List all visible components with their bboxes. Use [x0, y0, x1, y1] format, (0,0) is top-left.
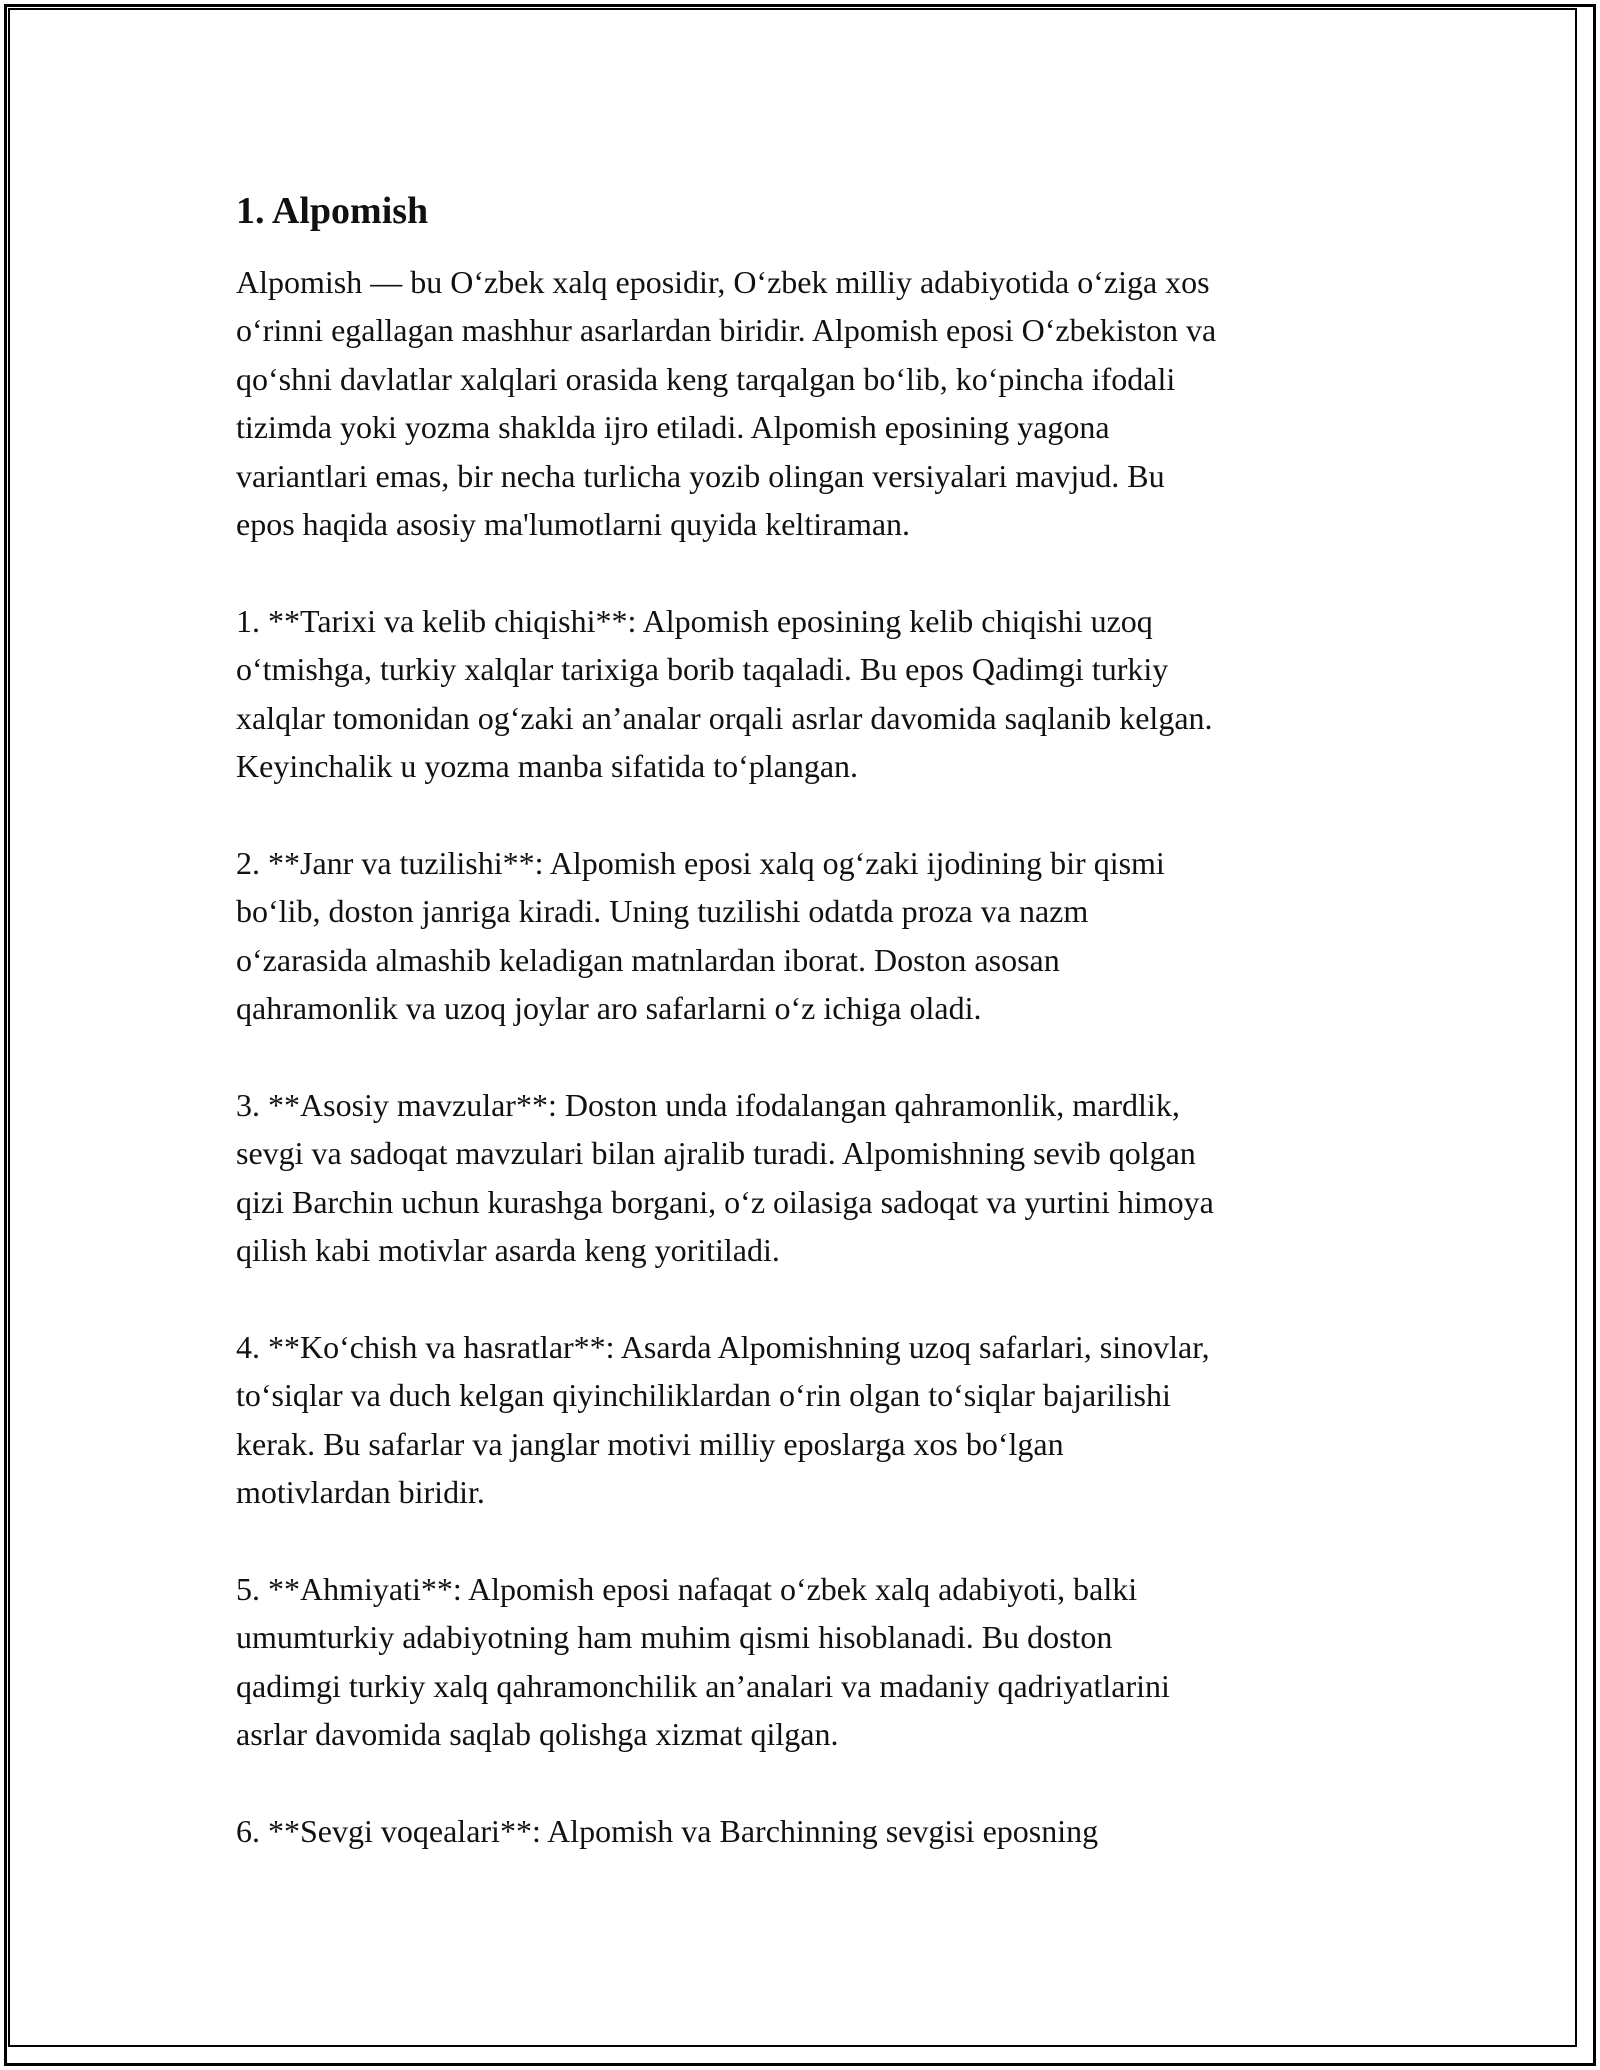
text-line: oʻtmishga, turkiy xalqlar tarixiga borib taqaladi. Bu epos Qadimgi turkiy: [236, 651, 1169, 688]
significance-paragraph: [236, 1565, 1376, 1759]
text-line: qadimgi turkiy xalq qahramonchilik an’analari va madaniy qadriyatlarini: [236, 1667, 1170, 1704]
text-line: xalqlar tomonidan ogʻzaki an’analar orqali asrlar davomida saqlanib kelgan.: [236, 699, 1213, 736]
text-line: 1. **Tarixi va kelib chiqishi**: Alpomish eposining kelib chiqishi uzoq: [236, 602, 1153, 639]
text-line: toʻsiqlar va duch kelgan qiyinchiliklardan oʻrin olgan toʻsiqlar bajarilishi: [236, 1377, 1171, 1414]
text-line: 3. **Asosiy mavzular**: Doston unda ifodalangan qahramonlik, mardlik,: [236, 1086, 1180, 1123]
text-line: qoʻshni davlatlar xalqlari orasida keng tarqalgan boʻlib, koʻpincha ifodali: [236, 360, 1176, 397]
text-line: qahramonlik va uzoq joylar aro safarlarni oʻz ichiga oladi.: [236, 990, 982, 1027]
text-line: asrlar davomida saqlab qolishga xizmat qilgan.: [236, 1716, 839, 1753]
text-line: tizimda yoki yozma shaklda ijro etiladi. Alpomish eposining yagona: [236, 409, 1110, 446]
text-line: motivlardan biridir.: [236, 1474, 485, 1511]
text-line: umumturkiy adabiyotning ham muhim qismi hisoblanadi. Bu doston: [236, 1619, 1113, 1656]
love-story-paragraph: [236, 1807, 1376, 1855]
document-page: [236, 186, 1376, 1904]
intro-paragraph: [236, 258, 1376, 548]
text-line: kerak. Bu safarlar va janglar motivi milliy eposlarga xos boʻlgan: [236, 1425, 1064, 1462]
document-heading: 1. Alpomish: [236, 190, 429, 232]
text-line: 5. **Ahmiyati**: Alpomish eposi nafaqat oʻzbek xalq adabiyoti, balki: [236, 1570, 1138, 1607]
text-line: sevgi va sadoqat mavzulari bilan ajralib turadi. Alpomishning sevib qolgan: [236, 1135, 1196, 1172]
history-paragraph: [236, 597, 1376, 791]
text-line: boʻlib, doston janriga kiradi. Uning tuzilishi odatda proza va nazm: [236, 893, 1089, 930]
text-line: 4. **Koʻchish va hasratlar**: Asarda Alpomishning uzoq safarlari, sinovlar,: [236, 1328, 1210, 1365]
text-line: 6. **Sevgi voqealari**: Alpomish va Barchinning sevgisi eposning: [236, 1812, 1099, 1849]
text-line: Keyinchalik u yozma manba sifatida toʻplangan.: [236, 748, 859, 785]
text-line: oʻzarasida almashib keladigan matnlardan iborat. Doston asosan: [236, 941, 1060, 978]
text-line: variantlari emas, bir necha turlicha yozib olingan versiyalari mavjud. Bu: [236, 457, 1165, 494]
text-line: Alpomish — bu Oʻzbek xalq eposidir, Oʻzbek milliy adabiyotida oʻziga xos: [236, 264, 1210, 300]
text-line: 2. **Janr va tuzilishi**: Alpomish eposi xalq ogʻzaki ijodining bir qismi: [236, 844, 1165, 881]
text-line: qizi Barchin uchun kurashga borgani, oʻz oilasiga sadoqat va yurtini himoya: [236, 1183, 1214, 1220]
journeys-paragraph: [236, 1323, 1376, 1517]
themes-paragraph: [236, 1081, 1376, 1275]
text-line: oʻrinni egallagan mashhur asarlardan biridir. Alpomish eposi Oʻzbekiston va: [236, 312, 1217, 349]
text-line: qilish kabi motivlar asarda keng yoritiladi.: [236, 1232, 780, 1269]
text-line: epos haqida asosiy ma'lumotlarni quyida keltiraman.: [236, 506, 911, 543]
genre-paragraph: [236, 839, 1376, 1033]
